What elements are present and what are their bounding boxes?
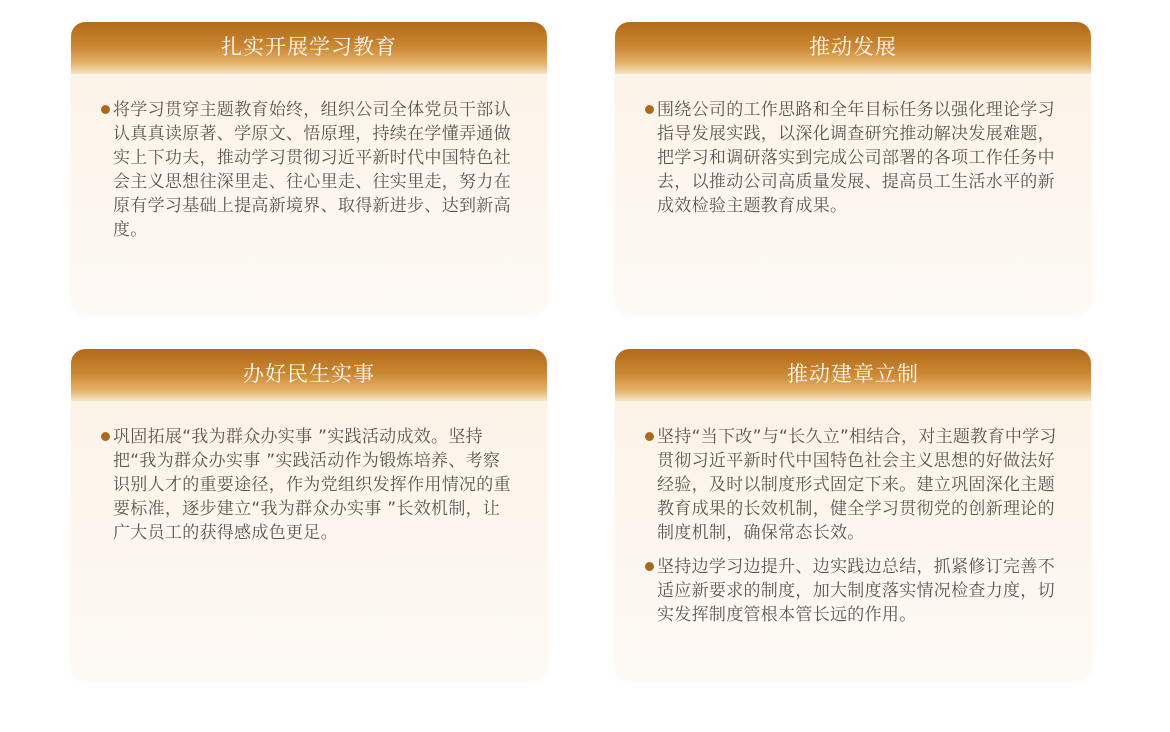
card-body	[71, 74, 547, 242]
card-title: 办好民生实事	[243, 361, 375, 386]
card-header	[615, 22, 1091, 74]
card-body	[615, 401, 1091, 627]
bullet-dot-icon	[101, 105, 110, 114]
card-title: 推动发展	[809, 34, 897, 59]
bullet-dot-icon	[645, 432, 654, 441]
card-header	[71, 349, 547, 401]
bullet-dot-icon	[101, 432, 110, 441]
bullet-text: 围绕公司的工作思路和全年目标任务以强化理论学习指导发展实践，以深化调查研究推动解决发展难题，把学习和调研落实到完成公司部署的各项工作任务中去，以推动公司高质量发展、提高员工生活水平的新成效检验主题教育成果。	[657, 100, 1055, 216]
card-title: 扎实开展学习教育	[221, 34, 397, 59]
bullet-dot-icon	[645, 105, 654, 114]
card-header	[615, 349, 1091, 401]
card-promote-development	[615, 22, 1091, 312]
bullet-item	[645, 555, 1061, 627]
card-rules-systems	[615, 349, 1091, 679]
bullet-text: 坚持“当下改”与“长久立”相结合，对主题教育中学习贯彻习近平新时代中国特色社会主义思想的好做法好经验，及时以制度形式固定下来。建立巩固深化主题教育成果的长效机制，健全学习贯彻党的创新理论的制度机制，确保常态长效。	[657, 427, 1057, 543]
bullet-text: 将学习贯穿主题教育始终，组织公司全体党员干部认认真真读原著、学原文、悟原理，持续在学懂弄通做实上下功夫，推动学习贯彻习近平新时代中国特色社会主义思想往深里走、往心里走、往实里走，努力在原有学习基础上提高新境界、取得新进步、达到新高度。	[113, 100, 511, 240]
bullet-item	[645, 98, 1061, 218]
card-body	[71, 401, 547, 545]
bullet-item	[645, 425, 1061, 545]
card-livelihood-matters	[71, 349, 547, 679]
bullet-text: 坚持边学习边提升、边实践边总结，抓紧修订完善不适应新要求的制度，加大制度落实情况检查力度，切实发挥制度管根本管长远的作用。	[657, 557, 1055, 625]
bullet-item	[101, 98, 517, 242]
bullet-text: 巩固拓展“我为群众办实事 ”实践活动成效。坚持把“我为群众办实事 ”实践活动作为锻炼培养、考察识别人才的重要途径，作为党组织发挥作用情况的重要标准，逐步建立“我为群众办实事 ”长效机制，让广大员工的获得感成色更足。	[113, 427, 511, 543]
card-header	[71, 22, 547, 74]
bullet-dot-icon	[645, 562, 654, 571]
bullet-item	[101, 425, 517, 545]
card-study-education	[71, 22, 547, 312]
card-title: 推动建章立制	[787, 361, 919, 386]
card-body	[615, 74, 1091, 218]
